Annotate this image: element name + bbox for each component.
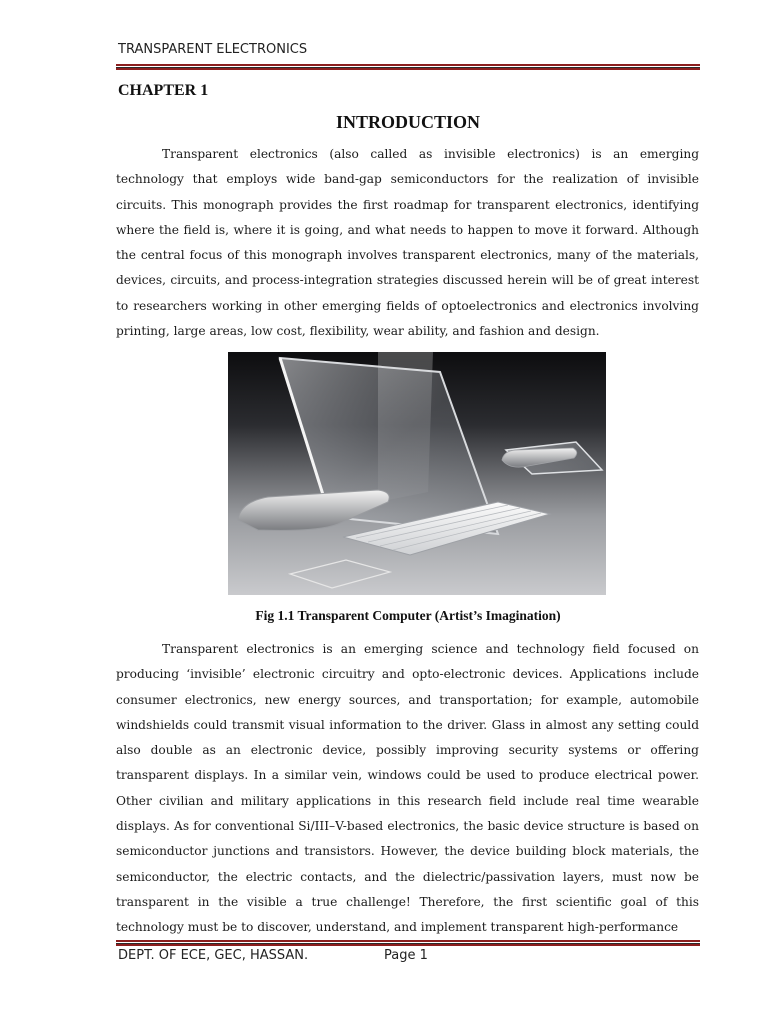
paragraph-intro: Transparent electronics (also called as invisible electronics) is an emerging technology that employs wide band-gap semiconductors for the realization of invisible circuits. This monograph provides the first roadmap for transparent electronics, identifying where the field is, where it is going, and what needs to happen to move it forward. Although the central focus of this monograph involves transparent electronics, many of the materials, devices, circuits, and process-integration strategies discussed herein will be of great interest to researchers working in other emerging fields of optoelectronics and electronics involving printing, large areas, low cost, flexibility, wear ability, and fashion and design. [116,147,699,339]
paragraph-applications: Transparent electronics is an emerging science and technology field focused on producing ‘invisible’ electronic circuitry and opto-electronic devices. Applications include consumer electronics, new energy sources, and transportation; for example, automobile windshields could transmit visual information to the driver. Glass in almost any setting could also double as an electronic device, possibly improving security systems or offering transparent displays. In a similar vein, windows could be used to produce electrical power. Other civilian and military applications in this research field include real time wearable displays. As for conventional Si/III–V-based electronics, the basic device structure is based on semiconductor junctions and transistors. However, the device building block materials, the semiconductor, the electric contacts, and the dielectric/passivation layers, must now be transparent in the visible a true challenge! Therefore, the first scientific goal of this technology must be to discover, understand, and implement transparent high-performance [116,642,699,935]
chapter-title: INTRODUCTION [335,112,481,132]
header-divider [116,64,700,70]
header-title: TRANSPARENT ELECTRONICS [118,42,308,57]
footer-divider [116,940,700,946]
chapter-label: CHAPTER 1 [118,82,209,99]
transparent-computer-illustration [228,352,606,595]
footer-department: DEPT. OF ECE, GEC, HASSAN. [118,948,309,963]
figure-caption: Fig 1.1 Transparent Computer (Artist’s Imagination) [255,608,561,623]
page-number: Page 1 [384,948,428,963]
